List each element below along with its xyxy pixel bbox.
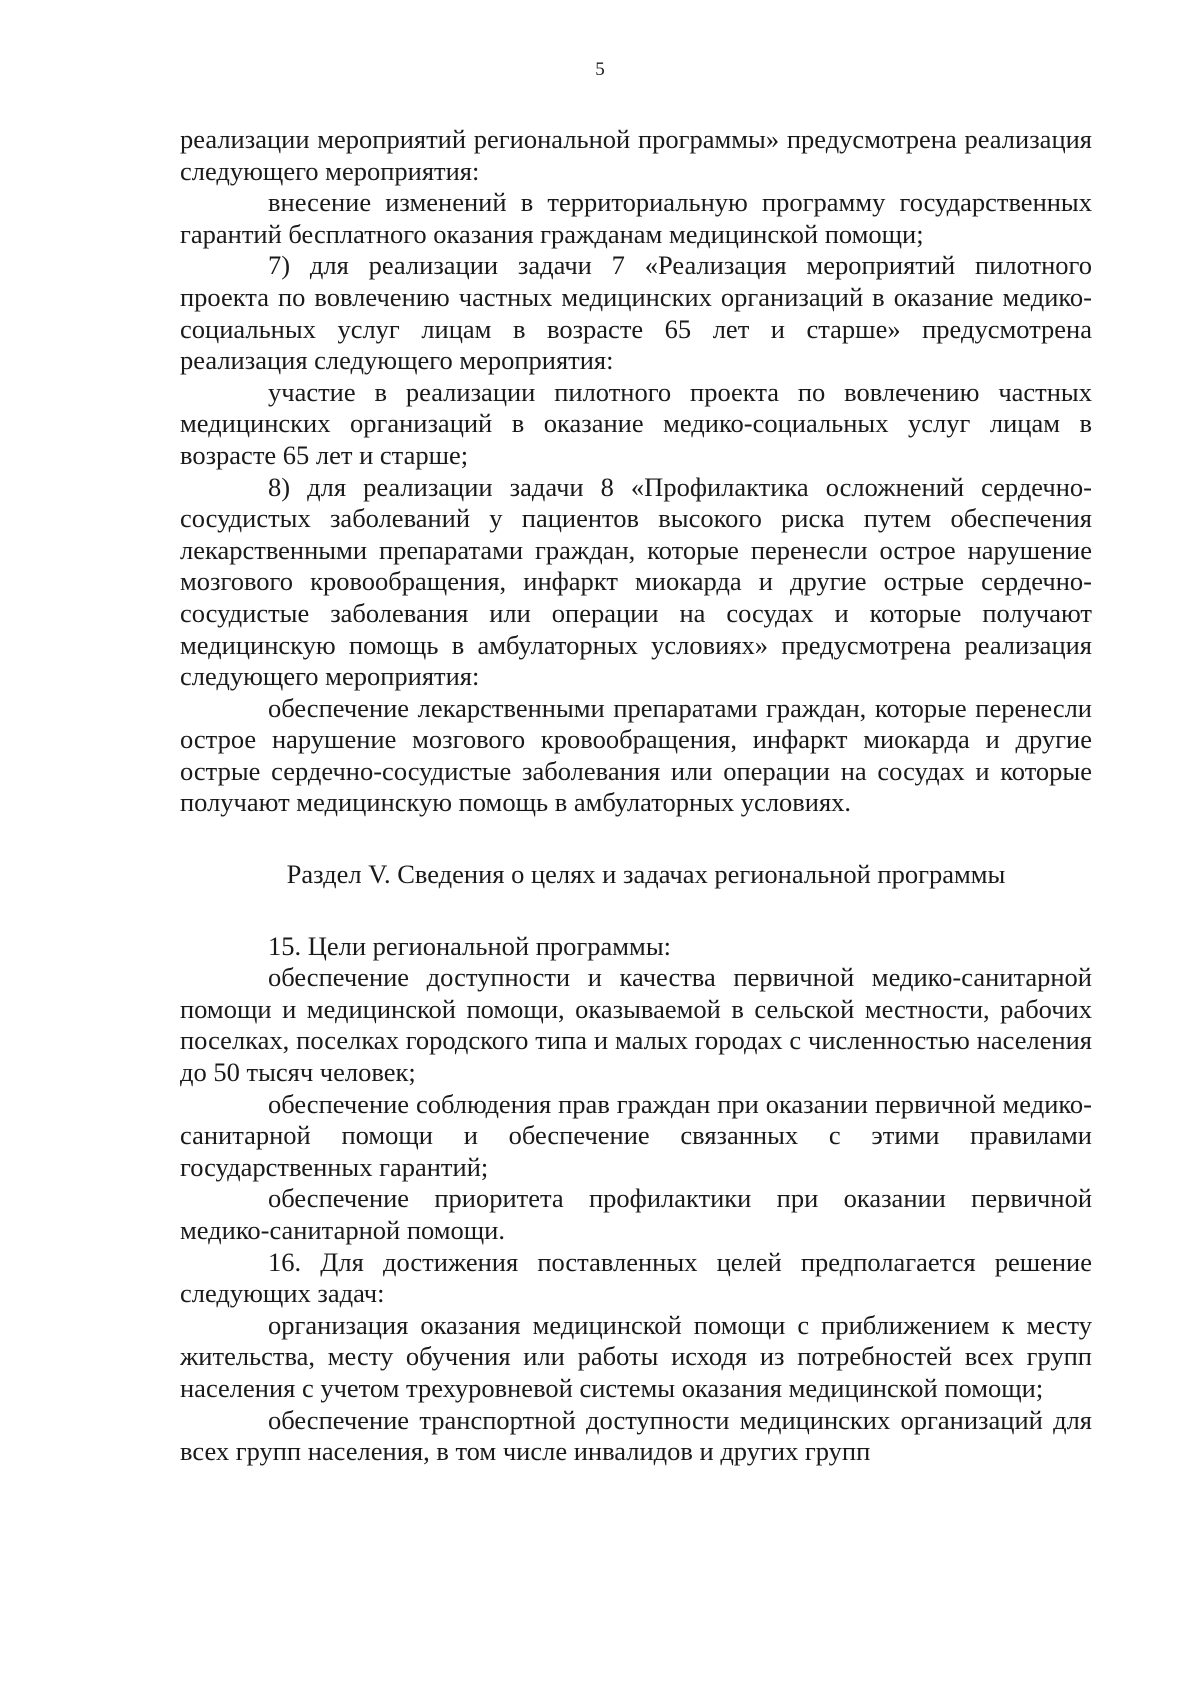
paragraph-measure-7: участие в реализации пилотного проекта по вовлечению частных медицинских организаций в оказание медико-социальных услуг лицам в возрасте 65 лет и старше; — [180, 376, 1092, 470]
document-body — [180, 124, 1092, 1468]
paragraph-goal-3: обеспечение приоритета профилактики при оказании первичной медико-санитарной помощи. — [180, 1183, 1092, 1245]
paragraph-goal-2: обеспечение соблюдения прав граждан при оказании первичной медико-санитарной помощи и обеспечение связанных с этими правилами государственных гарантий; — [180, 1088, 1092, 1182]
section-heading: Раздел V. Сведения о целях и задачах региональной программы — [286, 859, 1006, 890]
paragraph-tasks-heading: 16. Для достижения поставленных целей предполагается решение следующих задач: — [180, 1246, 1092, 1309]
paragraph-continuation: реализации мероприятий региональной программы» предусмотрена реализация следующего мероприятия: — [180, 124, 1092, 186]
paragraph-task-item-1: организация оказания медицинской помощи с приближением к месту жительства, месту обучения или работы исходя из потребностей всех групп населения с учетом трехуровневой системы оказания медицинской помощи; — [180, 1309, 1092, 1403]
paragraph-goals-heading: 15. Цели региональной программы: — [268, 930, 671, 961]
page-number: 5 — [595, 59, 605, 80]
paragraph-measure-8: обеспечение лекарственными препаратами граждан, которые перенесли острое нарушение мозгового кровообращения, инфаркт миокарда и другие острые сердечно-сосудистые заболевания или операции на сосудах и которые получают медицинскую помощь в амбулаторных условиях. — [180, 692, 1092, 818]
paragraph-measure-6: внесение изменений в территориальную программу государственных гарантий бесплатного оказания гражданам медицинской помощи; — [180, 187, 1092, 249]
paragraph-task-item-2: обеспечение транспортной доступности медицинских организаций для всех групп населения, в том числе инвалидов и других групп — [180, 1404, 1092, 1467]
paragraph-task-8: 8) для реализации задачи 8 «Профилактика осложнений сердечно-сосудистых заболеваний у пациентов высокого риска путем обеспечения лекарственными препаратами граждан, которые перенесли острое нарушение мозгового кровообращения, инфаркт миокарда и другие острые сердечно-сосудистые заболевания или операции на сосудах и которые получают медицинскую помощь в амбулаторных условиях» предусмотрена реализация следующего мероприятия: — [180, 471, 1092, 692]
paragraph-goal-1: обеспечение доступности и качества первичной медико-санитарной помощи и медицинской помощи, оказываемой в сельской местности, рабочих поселках, поселках городского типа и малых городах с численностью населения до 50 тысяч человек; — [180, 962, 1092, 1088]
paragraph-task-7: 7) для реализации задачи 7 «Реализация мероприятий пилотного проекта по вовлечению частных медицинских организаций в оказание медико-социальных услуг лицам в возрасте 65 лет и старше» предусмотрена реализация следующего мероприятия: — [180, 250, 1092, 376]
